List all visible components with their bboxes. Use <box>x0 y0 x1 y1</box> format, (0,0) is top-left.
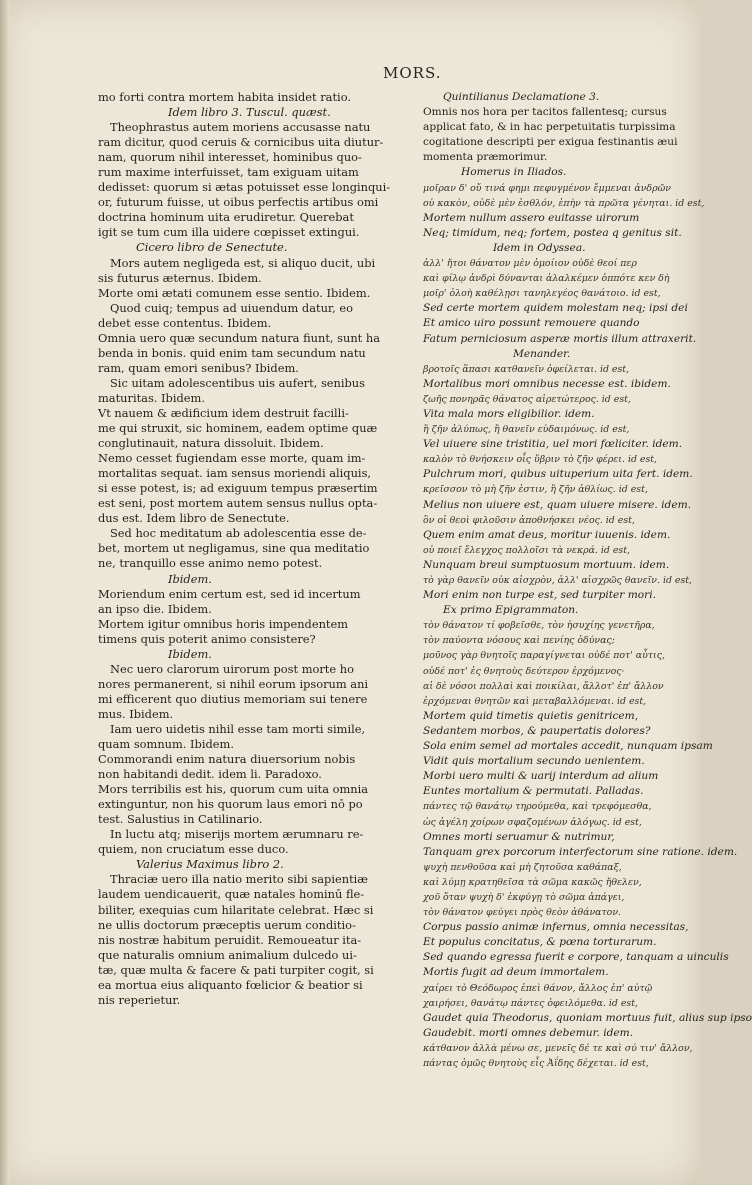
right-column-line: τὸν θάνατον τί φοβεῖσθε, τὸν ἡσυχίης γενετῆρα, <box>423 620 655 632</box>
left-column-line: Omnia uero quæ secundum natura fiunt, sunt ha <box>98 330 381 345</box>
right-column-line: μοῦνος γὰρ θνητοῖς παραγίγνεται οὐδέ ποτ' αὖτις, <box>423 650 665 662</box>
left-column-line: quam somnum. Ibidem. <box>98 737 234 752</box>
left-column-line: dus est. Idem libro de Senectute. <box>98 511 290 526</box>
right-column-line: Tanquam grex porcorum interfectorum sine ratione. idem. <box>423 845 738 858</box>
right-column-line: Idem in Odyssea. <box>493 241 586 254</box>
right-column-line: Euntes mortalium & permutati. Palladas. <box>423 785 644 798</box>
right-column-line: καὶ φίλῳ ἀνδρὶ δύνανται ἀλαλκέμεν ὁππότε κεν δὴ <box>423 273 670 285</box>
right-column-line: οὐ κακὸν, οὐδὲ μὲν ἐσθλόν, ἐπὴν τὰ πρῶτα γένηται. id est, <box>423 197 705 209</box>
left-column-line: sis futurus æternus. Ibidem. <box>98 270 262 285</box>
left-column-line: ram, quam emori senibus? Ibidem. <box>98 360 299 375</box>
right-column-line: Omnes morti seruamur & nutrimur, <box>423 830 615 843</box>
left-column-line: Ibidem. <box>168 571 212 586</box>
left-column-line: debet esse contentus. Ibidem. <box>98 315 272 330</box>
right-column-line: Vel uiuere sine tristitia, uel mori fœliciter. idem. <box>423 438 683 451</box>
left-column-line: Thraciæ uero illa natio merito sibi sapientiæ <box>110 872 368 887</box>
right-column-line: Mori enim non turpe est, sed turpiter mori. <box>423 589 656 602</box>
left-column-line: tæ, quæ multa & facere & pati turpiter cogit, si <box>98 962 374 977</box>
left-column-line: Quod cuiq; tempus ad uiuendum datur, eo <box>110 300 353 315</box>
right-column-line: μοῖραν δ' οὔ τινά φημι πεφυγμένον ἔμμεναι ἀνδρῶν <box>423 182 671 194</box>
left-column <box>98 90 428 1008</box>
right-column-line: ἀλλ' ἤτοι θάνατον μὲν ὁμοίιον οὐδὲ θεοί περ <box>423 258 637 270</box>
left-column-line: rum maxime interfuisset, tam exiguam uitam <box>98 165 359 180</box>
right-column-line: ζωῆς πονηρᾶς θάνατος αἱρετώτερος. id est, <box>423 393 631 405</box>
right-column-line: momenta præmorimur. <box>423 151 548 164</box>
right-column-line: Quintilianus Declamatione 3. <box>443 91 600 103</box>
left-column-line: ram dicitur, quod ceruis & cornicibus uita diutur- <box>98 135 384 150</box>
right-column-line: καλὸν τὸ θνήσκειν οἷς ὕβριν τὸ ζῆν φέρει. id est, <box>423 454 658 466</box>
page-gutter-shadow <box>0 0 10 1185</box>
right-column-line: Melius non uiuere est, quam uiuere misere. idem. <box>423 498 692 511</box>
left-column-line: Sed hoc meditatum ab adolescentia esse de- <box>110 526 367 541</box>
left-column-line: laudem uendicauerit, quæ natales hominū fle- <box>98 887 365 902</box>
right-column-line: Fatum perniciosum asperæ mortis illum attraxerit. <box>423 332 697 345</box>
left-column-line: mi efficerent quo diutius memoriam sui tenere <box>98 691 368 706</box>
left-column-line: ea mortua eius aliquanto fœlicior & beatior si <box>98 977 363 992</box>
left-column-line: Iam uero uidetis nihil esse tam morti simile, <box>110 721 366 736</box>
right-column-line: Et amico uiro possunt remouere quando <box>423 317 640 330</box>
left-column-line: me qui struxit, sic hominem, eadem optime quæ <box>98 421 378 436</box>
left-column-line: conglutinauit, natura dissoluit. Ibidem. <box>98 436 324 451</box>
right-column-line: ἢ ζῆν ἀλύπως, ἢ θανεῖν εὐδαιμόνως. id est, <box>423 424 630 436</box>
left-column-line: ne ullis doctorum præceptis uerum conditio- <box>98 917 356 932</box>
right-column-line: cogitatione descripti per exigua festinantis æui <box>423 136 678 149</box>
left-column-line: Theophrastus autem moriens accusasse natu <box>110 120 371 135</box>
left-column-line: or, futurum fuisse, ut oibus perfectis artibus omi <box>98 195 379 210</box>
left-column-line: nis nostræ habitum peruidit. Remoueatur ita- <box>98 932 362 947</box>
right-column-line: τὸ γὰρ θανεῖν οὐκ αἰσχρὸν, ἀλλ' αἰσχρῶς θανεῖν. id est, <box>423 575 693 586</box>
right-column-line: βροτοῖς ἅπασι κατθανεῖν ὀφείλεται. id est, <box>423 363 630 375</box>
right-column-line: Gaudet quia Theodorus, quoniam mortuus fuit, alius sup ipso <box>423 1011 752 1024</box>
running-head: MORS. <box>383 64 442 82</box>
right-column-line: Mortalibus mori omnibus necesse est. ibidem. <box>423 377 671 390</box>
left-column-line: mus. Ibidem. <box>98 706 174 721</box>
left-column-line: timens quis poterit animo consistere? <box>98 631 316 646</box>
right-column-line: applicat fato, & in hac perpetuitatis turpissima <box>423 121 676 134</box>
right-column-line: τὸν θάνατον φεύγει πρὸς θεὸν ἀθάνατον. <box>423 907 622 919</box>
left-column-line: nores permanerent, si nihil eorum ipsorum ani <box>98 676 369 691</box>
right-column-line: αἱ δὲ νόσοι πολλαὶ καὶ ποικίλαι, ἄλλοτ' ἐπ' ἄλλον <box>423 680 664 692</box>
right-column-line: Gaudebit. morti omnes debemur. idem. <box>423 1026 634 1039</box>
left-column-line: biliter, exequias cum hilaritate celebrat. Hæc si <box>98 902 374 917</box>
right-column-line: Mortis fugit ad deum immortalem. <box>423 966 609 979</box>
right-column-line: Neq; timidum, neq; fortem, postea q genitus sit. <box>423 226 682 239</box>
left-column-line: Mors terribilis est his, quorum cum uita omnia <box>98 782 369 797</box>
right-column-line: Quem enim amat deus, moritur iuuenis. idem. <box>423 528 671 541</box>
left-column-line: nam, quorum nihil interesset, hominibus quo- <box>98 150 362 165</box>
right-column-line: Et populus concitatus, & pœna torturarum. <box>423 936 657 949</box>
left-column-line: Vt nauem & ædificium idem destruit facilli- <box>98 405 349 420</box>
left-column-line: Nemo cesset fugiendam esse morte, quam im- <box>98 451 366 466</box>
right-column-line: Sedantem morbos, & paupertatis dolores? <box>423 724 651 737</box>
left-column-line: Commorandi enim natura diuersorium nobis <box>98 752 356 767</box>
left-column-line: mo forti contra mortem habita insidet ratio. <box>98 90 351 104</box>
right-column-line: Mortem quid timetis quietis genitricem, <box>423 709 639 722</box>
right-column-line: Pulchrum mori, quibus uituperium uita fert. idem. <box>423 468 693 481</box>
right-column-line: Menander. <box>513 347 571 360</box>
left-column-line: nis reperietur. <box>98 992 181 1007</box>
right-column-line: κάτθανον ἀλλὰ μένω σε, μενεῖς δέ τε καὶ σύ τιν' ἄλλον, <box>423 1042 693 1054</box>
left-column-line: Moriendum enim certum est, sed id incertum <box>98 586 361 601</box>
left-column-line: est seni, post mortem autem sensus nullus opta- <box>98 496 378 511</box>
right-column-line: Sed certe mortem quidem molestam neq; ipsi dei <box>423 302 688 315</box>
right-column-line: πάντας ὁμῶς θνητοὺς εἷς Ἀΐδης δέχεται. id est, <box>423 1058 649 1069</box>
right-column-line: Ex primo Epigrammaton. <box>443 604 579 617</box>
right-column-line: καὶ λύμῃ κρατηθεῖσα τὰ σῶμα κακῶς ἤθελεν, <box>423 876 642 888</box>
left-column-line: benda in bonis. quid enim tam secundum natu <box>98 345 366 360</box>
right-column-line: Sed quando egressa fuerit e corpore, tanquam a uinculis <box>423 951 729 964</box>
right-column-line: Morbi uero multi & uarij interdum ad alium <box>423 770 659 783</box>
right-column-line: ὃν οἱ θεοὶ φιλοῦσιν ἀποθνήσκει νέος. id est, <box>423 514 635 526</box>
left-column-line: maturitas. Ibidem. <box>98 390 205 405</box>
right-column-line: ἐρχόμεναι θνητῶν καὶ μεταβαλλόμεναι. id est, <box>423 695 647 707</box>
right-column-line: πάντες τῷ θανάτῳ τηρούμεθα, καὶ τρεφόμεσθα, <box>423 801 652 813</box>
left-column-line: doctrina hominum uita erudiretur. Querebat <box>98 210 354 225</box>
left-column-line: bet, mortem ut negligamus, sine qua meditatio <box>98 541 370 556</box>
left-column-line: igit se tum cum illa uidere cœpisset extingui. <box>98 225 360 240</box>
right-column-line: ὡς ἀγέλη χοίρων σφαζομένων ἀλόγως. id est, <box>423 816 642 828</box>
left-column-line: Mortem igitur omnibus horis impendentem <box>98 616 349 631</box>
right-column-line: χοῦ ὅταν ψυχὴ δ' ἐκφύγῃ τὸ σῶμα ἀπάγει, <box>423 891 625 903</box>
right-column-line: Omnis nos hora per tacitos fallentesq; cursus <box>423 106 667 119</box>
left-column-line: Cicero libro de Senectute. <box>136 240 288 255</box>
left-column-line: quiem, non cruciatum esse duco. <box>98 842 289 857</box>
left-column-line: que naturalis omnium animalium dulcedo ui- <box>98 947 357 962</box>
right-column-line: Vidit quis mortalium secundo uenientem. <box>423 755 645 768</box>
left-column-line: si esse potest, is; ad exiguum tempus præsertim <box>98 481 378 496</box>
left-column-line: Nec uero clarorum uirorum post morte ho <box>110 661 354 676</box>
right-column-line: Mortem nullum assero euitasse uirorum <box>423 211 640 224</box>
right-column-line: Vita mala mors eligibilior. idem. <box>423 407 595 420</box>
left-column-line: Sic uitam adolescentibus uis aufert, senibus <box>110 375 365 390</box>
left-column-line: Morte omi ætati comunem esse sentio. Ibidem. <box>98 285 371 300</box>
left-column-line: non habitandi dedit. idem li. Paradoxo. <box>98 767 322 782</box>
right-column-line: κρεῖσσον τὸ μὴ ζῆν ἐστιν, ἢ ζῆν ἀθλίως. id est, <box>423 484 648 496</box>
right-column-line: μοῖρ' ὀλοὴ καθέλῃσι τανηλεγέος θανάτοιο. id est, <box>423 288 661 300</box>
left-column-line: Valerius Maximus libro 2. <box>136 857 284 872</box>
left-column-line: dedisset: quorum si ætas potuisset esse longinqui- <box>98 180 391 195</box>
right-column-line: Corpus passio animæ infernus, omnia necessitas, <box>423 921 689 934</box>
left-column-line: extinguntur, non his quorum laus emori nō po <box>98 797 363 812</box>
left-column-line: Mors autem negligeda est, si aliquo ducit, ubi <box>110 255 376 270</box>
right-column-line: χαίρει τὸ Θεόδωρος ἐπεὶ θάνον, ἄλλος ἐπ' αὐτῷ <box>423 982 653 994</box>
left-column-line: test. Salustius in Catilinario. <box>98 812 263 827</box>
left-column-line: an ipso die. Ibidem. <box>98 601 212 616</box>
left-column-line: In luctu atq; miserijs mortem ærumnaru re- <box>110 827 364 842</box>
left-column-line: ne, tranquillo esse animo nemo potest. <box>98 556 323 571</box>
right-column-line: οὐ ποιεῖ ἔλεγχος πολλοῖσι τὰ νεκρά. id est, <box>423 544 630 556</box>
right-column-line: Sola enim semel ad mortales accedit, nunquam ipsam <box>423 740 713 753</box>
left-column-line: Ibidem. <box>168 646 212 661</box>
left-column-line: Idem libro 3. Tuscul. quæst. <box>168 105 331 120</box>
right-column-line: Homerus in Iliados. <box>461 166 567 179</box>
right-column-line: οὐδέ ποτ' ἐς θνητοὺς δεύτερον ἐρχόμενος· <box>423 665 625 677</box>
right-column <box>423 90 752 1071</box>
right-column-line: τὸν παύοντα νόσους καὶ πενίης ὀδύνας; <box>423 635 615 647</box>
right-column-line: χαιρήσει, θανάτῳ πάντες ὀφειλόμεθα. id est, <box>423 997 638 1009</box>
right-column-line: ψυχὴ πενθοῦσα καὶ μὴ ζητοῦσα καθάπαξ, <box>423 861 622 873</box>
left-column-line: mortalitas sequat. iam sensus moriendi aliquis, <box>98 466 372 481</box>
right-column-line: Nunquam breui sumptuosum mortuum. idem. <box>423 558 670 571</box>
